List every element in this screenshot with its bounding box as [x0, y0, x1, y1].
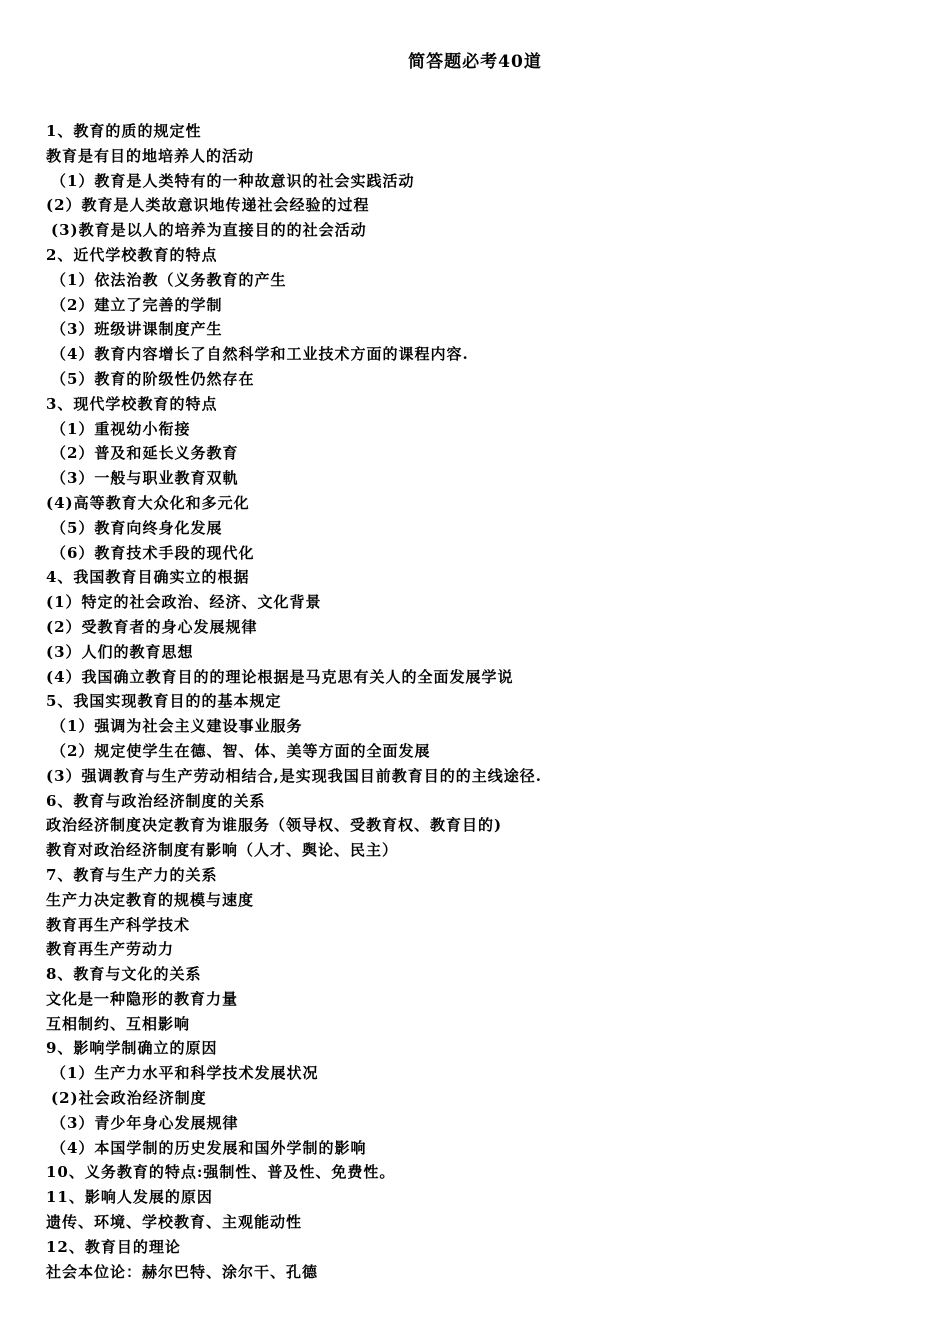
list-item: (4）我国确立教育目的的理论根据是马克思有关人的全面发展学说 — [46, 667, 514, 686]
heading-line: 8、教育与文化的关系 — [46, 965, 202, 984]
heading-line: 10、义务教育的特点:强制性、普及性、免费性。 — [46, 1163, 396, 1182]
document-body — [46, 119, 926, 1284]
list-item: （1）生产力水平和科学技术发展状况 — [51, 1064, 319, 1083]
list-item: （5）教育向终身化发展 — [51, 518, 223, 537]
list-item: (3)教育是以人的培养为直接目的的社会活动 — [51, 221, 367, 240]
list-item: (3）人们的教育思想 — [46, 642, 194, 661]
text-line: 文化是一种隐形的教育力量 — [46, 989, 239, 1008]
heading-line: 1、教育的质的规定性 — [46, 122, 202, 140]
text-line: 遗传、环境、学校教育、主观能动性 — [46, 1213, 303, 1232]
list-item: （3）青少年身心发展规律 — [51, 1113, 239, 1132]
text-line: 生产力决定教育的规模与速度 — [46, 890, 255, 909]
text-line: 政治经济制度决定教育为谁服务（领导权、受教育权、教育目的) — [46, 816, 503, 835]
list-item: (4)高等教育大众化和多元化 — [46, 493, 250, 512]
heading-line: 7、教育与生产力的关系 — [46, 865, 218, 884]
text-line: 社会本位论：赫尔巴特、涂尔干、孔德 — [46, 1262, 319, 1281]
list-item: （3）一般与职业教育双軌 — [51, 469, 239, 488]
heading-line: 9、影响学制确立的原因 — [46, 1039, 218, 1058]
heading-line: 5、我国实现教育目的的基本规定 — [46, 692, 282, 711]
list-item: (3）强调教育与生产劳动相结合,是实现我国目前教育目的的主线途径. — [46, 766, 542, 785]
list-item: （1）依法治教（义务教育的产生 — [51, 270, 287, 289]
list-item: (1）特定的社会政治、经济、文化背景 — [46, 593, 322, 612]
list-item: (2）受教育者的身心发展规律 — [46, 617, 258, 636]
heading-line: 12、教育目的理论 — [46, 1237, 181, 1256]
list-item: （4）本国学制的历史发展和国外学制的影响 — [51, 1138, 367, 1157]
text-line: 互相制约、互相影响 — [46, 1014, 191, 1033]
list-item: (2）教育是人类故意识地传递社会经验的过程 — [46, 196, 370, 215]
text-line: 教育再生产劳动力 — [46, 940, 175, 959]
heading-line: 11、影响人发展的原因 — [46, 1188, 213, 1207]
text-line: 教育对政治经济制度有影响（人才、舆论、民主） — [46, 841, 399, 860]
document-title: 简答题必考40道 — [408, 52, 542, 72]
list-item: （4）教育内容增长了自然科学和工业技术方面的课程内容. — [51, 345, 469, 364]
list-item: （2）建立了完善的学制 — [51, 295, 223, 314]
heading-line: 4、我国教育目确实立的根据 — [46, 568, 250, 587]
text-line: 教育再生产科学技术 — [46, 915, 191, 934]
heading-line: 2、近代学校教育的特点 — [46, 245, 218, 264]
list-item: （2）普及和延长义务教育 — [51, 444, 239, 463]
list-item: (2)社会政治经济制度 — [51, 1089, 207, 1108]
text-line: 教育是有目的地培养人的活动 — [46, 146, 255, 165]
heading-line: 3、现代学校教育的特点 — [46, 394, 218, 413]
list-item: （1）强调为社会主义建设事业服务 — [51, 717, 303, 736]
list-item: （5）教育的阶级性仍然存在 — [51, 369, 255, 388]
list-item: （1）重视幼小衔接 — [51, 419, 191, 438]
list-item: （6）教育技术手段的现代化 — [51, 543, 255, 562]
list-item: （2）规定使学生在德、智、体、美等方面的全面发展 — [51, 741, 431, 760]
heading-line: 6、教育与政治经济制度的关系 — [46, 791, 266, 810]
list-item: （3）班级讲课制度产生 — [51, 320, 223, 339]
list-item: （1）教育是人类特有的一种故意识的社会实践活动 — [51, 171, 415, 190]
